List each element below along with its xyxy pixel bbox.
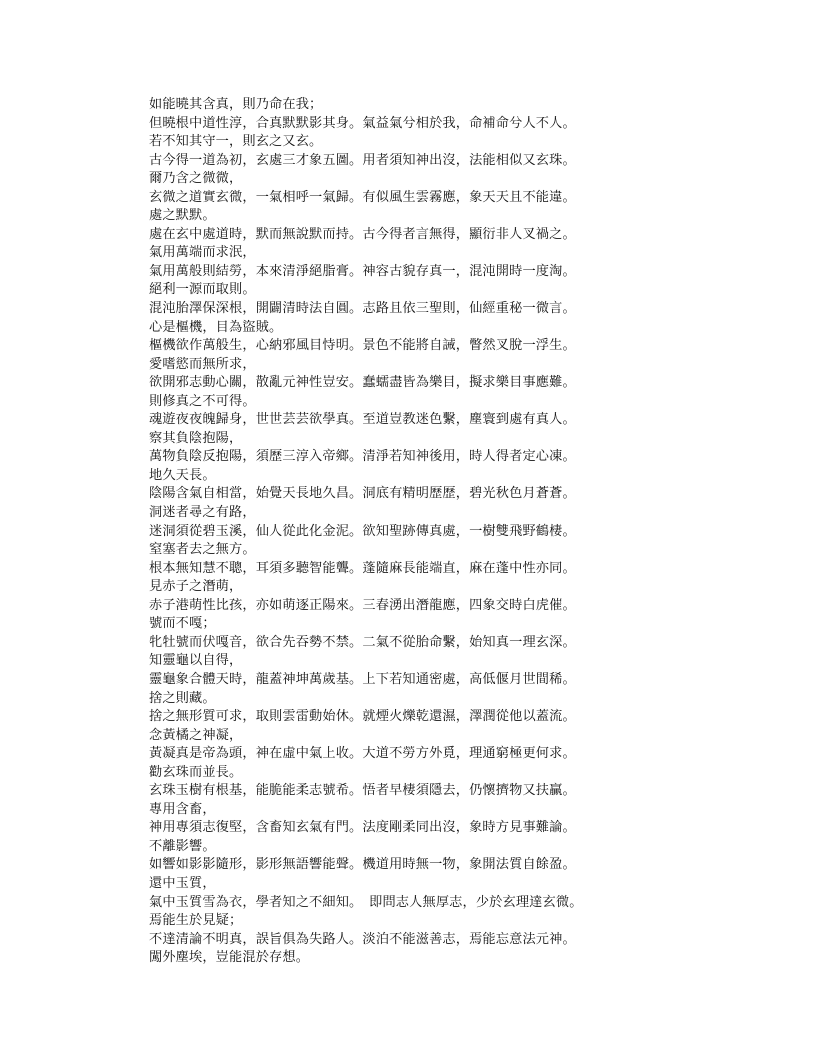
text-line: 知靈龜以自得，	[149, 653, 243, 669]
text-line: 焉能生於見疑；	[149, 913, 243, 929]
text-line: 赤子港萌性比孩，亦如萌逐正陽來。三春湧出潛龍應，四象交時白虎催。	[149, 597, 576, 613]
text-line: 神用專須志復堅，含畜知玄氣有門。法度剛柔同出沒，象時方見事難論。	[149, 820, 576, 836]
text-line: 若不知其守一，則玄之又玄。	[149, 134, 323, 150]
text-line: 念黃橘之神凝，	[149, 727, 243, 743]
text-line: 氣中玉質雪為衣，學者知之不細知。 即問志人無厚志，少於玄理達玄微。	[149, 894, 583, 910]
text-line: 察其負陰抱陽，	[149, 430, 243, 446]
text-line: 地久天長。	[149, 467, 216, 483]
text-line: 窒塞者去之無方。	[149, 542, 256, 558]
text-line: 如響如影影隨形，影形無語響能聲。機道用時無一物，象開法質自餘盈。	[149, 857, 576, 873]
text-line: 絕利一源而取則。	[149, 282, 256, 298]
text-line: 號而不嘎；	[149, 616, 216, 632]
document-body	[149, 96, 789, 968]
text-line: 還中玉質，	[149, 875, 216, 891]
text-line: 萬物負陰反抱陽，須歷三淳入帝鄉。清淨若知神後用，時人得者定心凍。	[149, 449, 576, 465]
text-line: 混沌胎澤保深根，開闢清時法自圓。志路且依三聖則，仙經重秘一微言。	[149, 301, 576, 317]
text-line: 洞迷者尋之有路，	[149, 505, 256, 521]
text-line: 樞機欲作萬般生，心納邪風目恃明。景色不能將自誡，瞥然叉脫一浮生。	[149, 338, 576, 354]
text-line: 則修真之不可得。	[149, 393, 256, 409]
text-line: 迷洞須從碧玉溪，仙人從此化金泥。欲知聖跡傳真處，一樹雙飛野鶴棲。	[149, 523, 576, 539]
text-line: 陰陽含氣自相當，始覺天長地久昌。洞底有精明歷歷，碧光秋色月蒼蒼。	[149, 486, 576, 502]
text-line: 古今得一道為初，玄處三才象五圖。用者須知神出沒，法能相似又玄珠。	[149, 152, 576, 168]
text-line: 愛嗜慾而無所求，	[149, 356, 256, 372]
text-line: 欲開邪志動心關，散亂元神性豈安。蠢蠕盡皆為樂目，擬求樂目事應難。	[149, 375, 576, 391]
text-line: 闖外塵埃，豈能混於存想。	[149, 950, 310, 966]
text-line: 但曉根中道性淳，合真默默影其身。氣益氣兮相於我，命補命兮人不人。	[149, 115, 576, 131]
text-line: 氣用萬端而求泯，	[149, 245, 256, 261]
text-line: 處之默默。	[149, 208, 216, 224]
text-line: 勸玄珠而並長。	[149, 764, 243, 780]
text-line: 根本無知慧不聰，耳須多聽智能聾。蓬隨麻長能端直，麻在蓬中性亦同。	[149, 560, 576, 576]
text-line: 不離影響。	[149, 838, 216, 854]
text-line: 靈龜象合體天時，龍蓋神坤萬歲基。上下若知通密處，高低偃月世間稀。	[149, 671, 576, 687]
text-line: 黃凝真是帝為頭，神在虛中氣上收。大道不勞方外覓，理通窮極更何求。	[149, 746, 576, 762]
text-line: 處在玄中處道時，默而無說默而持。古今得者言無得，顯衍非人叉禍之。	[149, 226, 576, 242]
text-line: 專用含畜，	[149, 801, 216, 817]
text-line: 捨之則藏。	[149, 690, 216, 706]
text-line: 爾乃含之微微，	[149, 171, 243, 187]
text-line: 玄珠玉樹有根基，能脆能柔志號希。悟者早棲須隱去，仍懷擠物又扶贏。	[149, 783, 576, 799]
text-line: 如能曉其含真，則乃命在我；	[149, 97, 323, 112]
text-line: 心是樞機，目為盜賊。	[149, 319, 283, 335]
text-line: 見赤子之潛萌，	[149, 579, 243, 595]
text-line: 牝牡號而伏嘎音，欲合先吞勢不禁。二氣不從胎命繫，始知真一理玄深。	[149, 634, 576, 650]
text-line: 魂遊夜夜魄歸身，世世芸芸欲學真。至道豈教迷色繫，塵寰到處有真人。	[149, 412, 576, 428]
text-line: 玄微之道實玄微，一氣相呼一氣歸。有似風生雲霧應，象天天且不能違。	[149, 189, 576, 205]
text-line: 氣用萬般則結勞，本來清淨絕脂膏。神容古貌存真一，混沌開時一度淘。	[149, 263, 576, 279]
text-line: 捨之無形質可求，取則雲雷動始休。就煙火爍乾還濕，澤潤從他以蓋流。	[149, 709, 576, 725]
text-line: 不達清論不明真，誤旨俱為失路人。淡泊不能滋善志，焉能忘意法元神。	[149, 931, 576, 947]
